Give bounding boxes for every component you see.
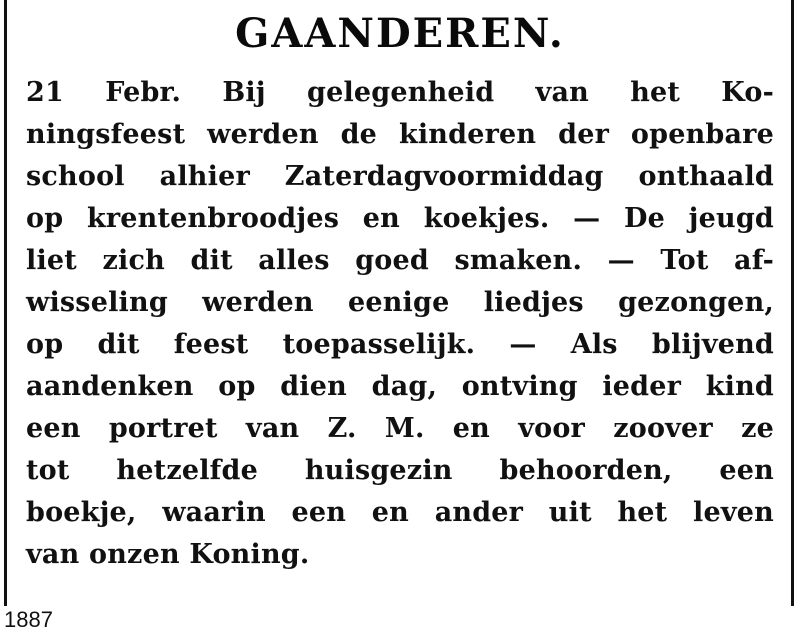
article-line: op dit feest toepasselijk. — Als blijvend	[26, 329, 774, 360]
article-line: op krentenbroodjes en koekjes. — De jeugd	[26, 203, 774, 234]
article-line: van onzen Koning.	[26, 539, 310, 570]
article-line: een portret van Z. M. en voor zoover ze	[26, 413, 774, 444]
left-column-rule	[4, 0, 7, 606]
article-line: boekje, waarin een en ander uit het leven	[26, 497, 774, 528]
article-body	[26, 72, 774, 576]
article-line: 21 Febr. Bij gelegenheid van het Ko-	[26, 77, 774, 108]
right-column-rule	[791, 0, 794, 606]
year-caption: 1887	[4, 607, 53, 632]
article-headline: GAANDEREN.	[235, 10, 565, 57]
article-line: tot hetzelfde huisgezin behoorden, een	[26, 455, 774, 486]
article-line: wisseling werden eenige liedjes gezongen,	[26, 287, 774, 318]
article-line: aandenken op dien dag, ontving ieder kind	[26, 371, 774, 402]
article-line: ningsfeest werden de kinderen der openbare	[26, 119, 774, 150]
article-line: school alhier Zaterdagvoormiddag onthaald	[26, 161, 774, 192]
article-line: liet zich dit alles goed smaken. — Tot af-	[26, 245, 774, 276]
